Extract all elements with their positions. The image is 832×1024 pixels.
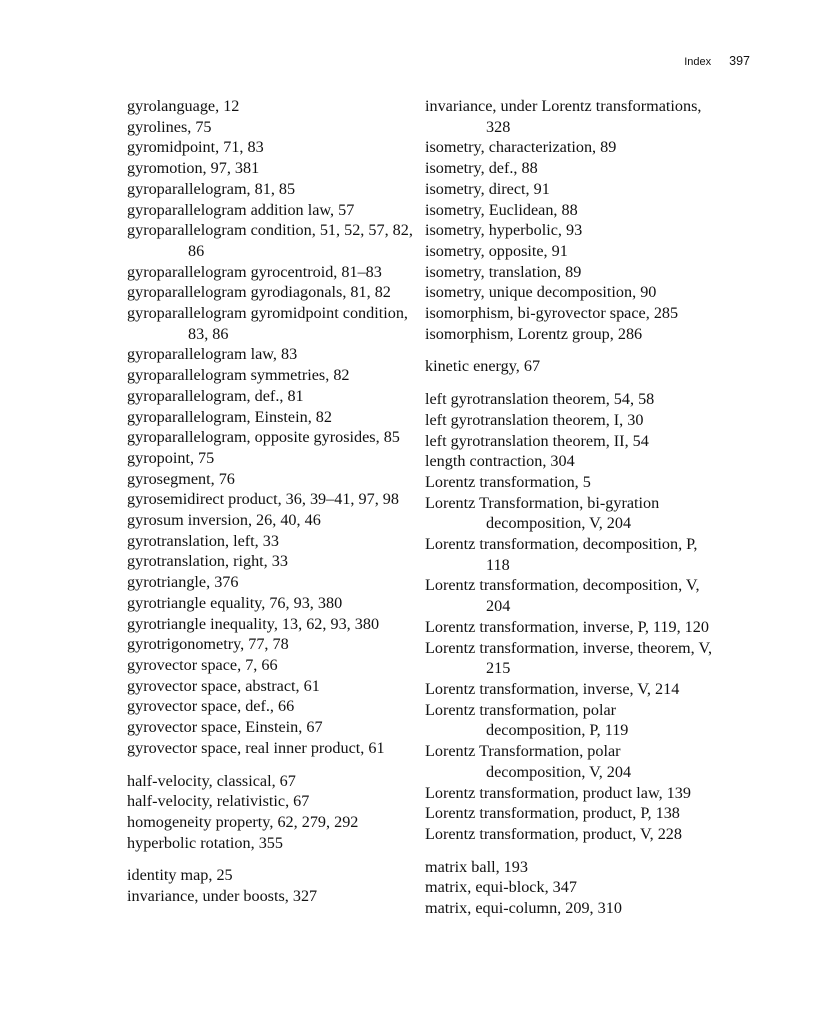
index-entry: gyrovector space, 7, 66	[127, 655, 278, 674]
index-entry: length contraction, 304	[425, 452, 575, 471]
index-entry: Lorentz transformation, decomposition, V, 204	[425, 576, 700, 616]
index-entry: gyrovector space, def., 66	[127, 697, 295, 716]
index-entry: invariance, under Lorentz transformations, 328	[425, 97, 702, 136]
index-entry: gyrosegment, 76	[127, 469, 235, 488]
index-entry: kinetic energy, 67	[425, 357, 541, 376]
index-entry: gyrovector space, Einstein, 67	[127, 718, 323, 737]
index-entry: isometry, hyperbolic, 93	[425, 221, 583, 240]
index-entry: Lorentz transformation, polar decomposition, P, 119	[425, 700, 629, 740]
index-entry: Lorentz transformation, 5	[425, 472, 591, 491]
index-entry: Lorentz transformation, inverse, V, 214	[425, 679, 680, 698]
index-entry: gyrovector space, abstract, 61	[127, 676, 320, 695]
index-entry: gyroparallelogram law, 83	[127, 345, 298, 364]
index-entry: isomorphism, bi-gyrovector space, 285	[425, 304, 679, 323]
index-entry: Lorentz transformation, inverse, P, 119, 120	[425, 617, 709, 636]
index-entry: Lorentz transformation, product law, 139	[425, 783, 691, 802]
index-entry: invariance, under boosts, 327	[127, 887, 318, 906]
index-entry: gyroparallelogram, Einstein, 82	[127, 407, 332, 426]
index-entry: homogeneity property, 62, 279, 292	[127, 812, 359, 831]
index-entry: isometry, characterization, 89	[425, 138, 617, 157]
index-entry: isometry, translation, 89	[425, 262, 582, 281]
index-letter-group	[425, 857, 715, 919]
index-entry: Lorentz transformation, product, P, 138	[425, 804, 680, 823]
index-entry: gyroparallelogram, 81, 85	[127, 179, 296, 198]
index-entry: matrix ball, 193	[425, 857, 528, 876]
index-entry: gyrotriangle inequality, 13, 62, 93, 380	[127, 614, 380, 633]
index-entry: gyropoint, 75	[127, 448, 215, 467]
index-entry: isometry, direct, 91	[425, 179, 550, 198]
index-entry: gyrotranslation, left, 33	[127, 531, 279, 550]
page-number: 397	[729, 54, 750, 68]
index-entry: gyrotriangle, 376	[127, 573, 239, 592]
index-entry: left gyrotranslation theorem, 54, 58	[425, 390, 655, 409]
index-entry: gyrotrigonometry, 77, 78	[127, 635, 289, 654]
index-entry: matrix, equi-column, 209, 310	[425, 899, 622, 918]
index-entry: Lorentz transformation, product, V, 228	[425, 824, 682, 843]
index-letter-group	[425, 389, 715, 844]
index-letter-group	[127, 771, 417, 854]
index-letter-group	[425, 96, 715, 344]
index-entry: isometry, opposite, 91	[425, 241, 568, 260]
section-title: Index	[684, 56, 712, 68]
index-entry: Lorentz Transformation, polar decomposition, V, 204	[425, 742, 632, 781]
index-left-column	[127, 96, 417, 919]
index-letter-group	[127, 96, 417, 759]
index-entry: left gyrotranslation theorem, II, 54	[425, 431, 649, 450]
index-entry: matrix, equi-block, 347	[425, 878, 577, 897]
index-entry: gyroparallelogram, opposite gyrosides, 85	[127, 428, 400, 447]
index-entry: identity map, 25	[127, 866, 233, 885]
index-letter-group	[425, 356, 715, 377]
index-entry: isometry, unique decomposition, 90	[425, 283, 657, 302]
index-entry: gyroparallelogram symmetries, 82	[127, 366, 350, 385]
index-entry: isometry, def., 88	[425, 159, 538, 178]
index-entry: gyrovector space, real inner product, 61	[127, 738, 385, 757]
index-entry: Lorentz transformation, decomposition, P, 118	[425, 535, 698, 574]
index-entry: gyroparallelogram, def., 81	[127, 386, 304, 405]
index-entry: left gyrotranslation theorem, I, 30	[425, 410, 644, 429]
index-letter-group	[127, 865, 417, 906]
index-entry: isomorphism, Lorentz group, 286	[425, 324, 643, 343]
index-entry: half-velocity, classical, 67	[127, 771, 296, 790]
index-entry: gyrolines, 75	[127, 117, 212, 136]
index-entry: gyroparallelogram gyrodiagonals, 81, 82	[127, 283, 391, 302]
index-entry: gyrosum inversion, 26, 40, 46	[127, 511, 321, 530]
index-entry: Lorentz Transformation, bi-gyration decomposition, V, 204	[425, 493, 660, 533]
index-entry: gyrotranslation, right, 33	[127, 552, 288, 571]
index-entry: gyromidpoint, 71, 83	[127, 138, 264, 157]
index-entry: gyrolanguage, 12	[127, 97, 240, 115]
index-entry: isometry, Euclidean, 88	[425, 200, 578, 219]
index-right-column	[425, 96, 715, 931]
index-entry: gyromotion, 97, 381	[127, 159, 260, 178]
index-entry: gyrosemidirect product, 36, 39–41, 97, 98	[127, 490, 399, 509]
index-entry: Lorentz transformation, inverse, theorem, V, 215	[425, 638, 713, 678]
index-entry: half-velocity, relativistic, 67	[127, 792, 310, 811]
index-entry: gyroparallelogram addition law, 57	[127, 200, 355, 219]
index-entry: gyroparallelogram condition, 51, 52, 57, 82, 86	[127, 221, 413, 260]
running-header	[0, 54, 750, 68]
index-entry: gyrotriangle equality, 76, 93, 380	[127, 593, 343, 612]
index-entry: gyroparallelogram gyrocentroid, 81–83	[127, 262, 382, 281]
index-entry: hyperbolic rotation, 355	[127, 833, 283, 852]
index-entry: gyroparallelogram gyromidpoint condition, 83, 86	[127, 304, 408, 343]
